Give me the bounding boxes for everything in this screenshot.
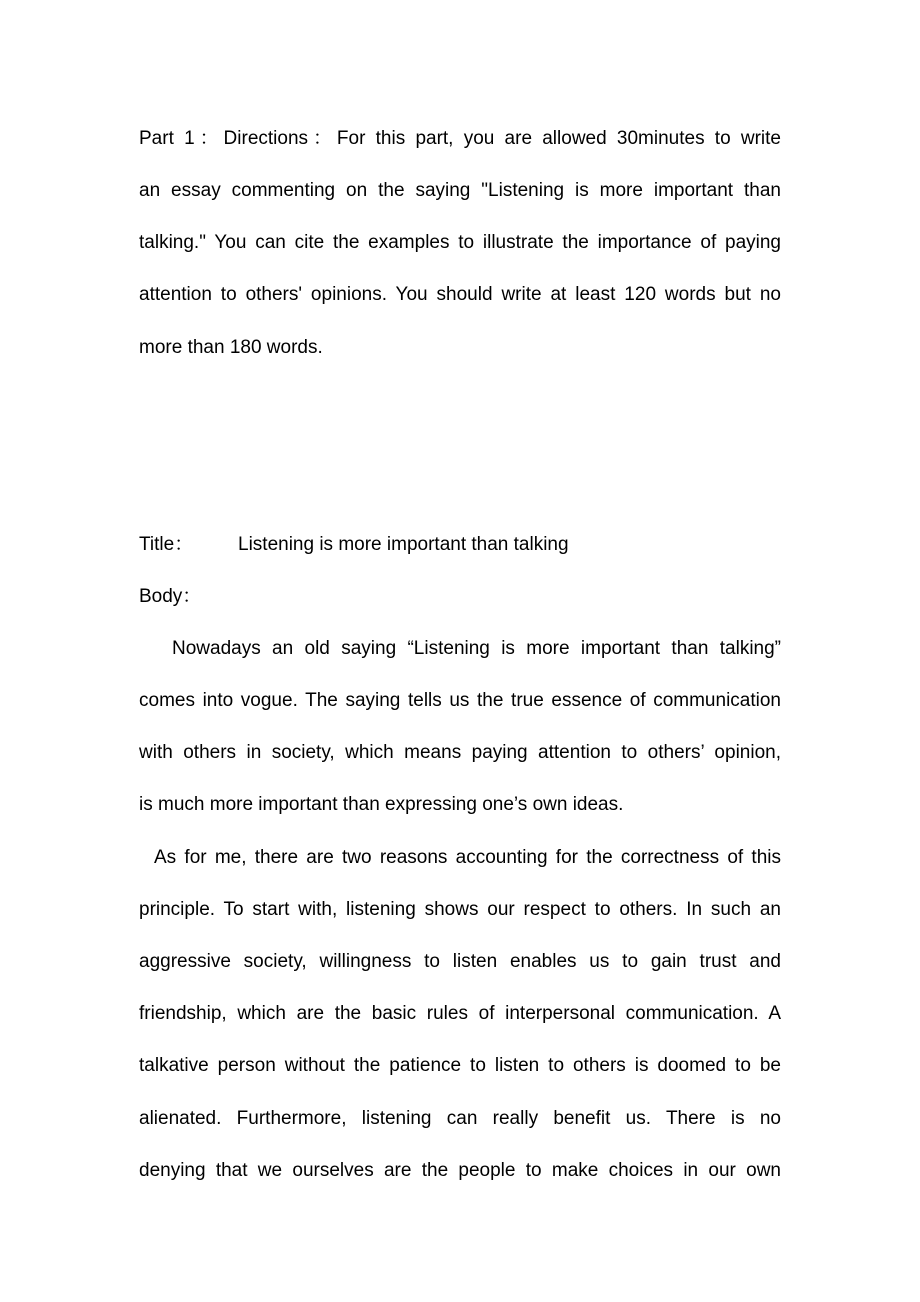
directions-line-1: Part 1：Directions：For this part, you are allowed 30minutes to write — [139, 128, 781, 149]
paragraph-2-line-5: talkative person without the patience to listen to others is doomed to be — [139, 1055, 781, 1076]
paragraph-1-line-2: comes into vogue. The saying tells us the true essence of communication — [139, 690, 781, 711]
body-label: Body： — [139, 586, 202, 607]
paragraph-2-line-3: aggressive society, willingness to listen enables us to gain trust and — [139, 951, 781, 972]
paragraph-1-line-1: Nowadays an old saying “Listening is more important than talking” — [172, 638, 781, 659]
paragraph-2-line-2: principle. To start with, listening shows our respect to others. In such an — [139, 899, 781, 920]
paragraph-2-line-4: friendship, which are the basic rules of interpersonal communication. A — [139, 1003, 781, 1024]
paragraph-2-line-7: denying that we ourselves are the people to make choices in our own — [139, 1160, 781, 1181]
paragraph-1-line-3: with others in society, which means paying attention to others’ opinion, — [139, 742, 781, 763]
directions-line-2: an essay commenting on the saying "Listening is more important than — [139, 180, 781, 201]
directions-line-3: talking." You can cite the examples to illustrate the importance of paying — [139, 232, 781, 253]
paragraph-2-line-6: alienated. Furthermore, listening can really benefit us. There is no — [139, 1108, 781, 1129]
essay-title: Listening is more important than talking — [238, 534, 569, 555]
paragraph-2-line-1: As for me, there are two reasons accounting for the correctness of this — [154, 847, 781, 868]
directions-line-5: more than 180 words. — [139, 337, 323, 358]
directions-line-4: attention to others' opinions. You should write at least 120 words but no — [139, 284, 781, 305]
title-label: Title： — [139, 534, 194, 555]
paragraph-1-line-4: is much more important than expressing one’s own ideas. — [139, 794, 624, 815]
